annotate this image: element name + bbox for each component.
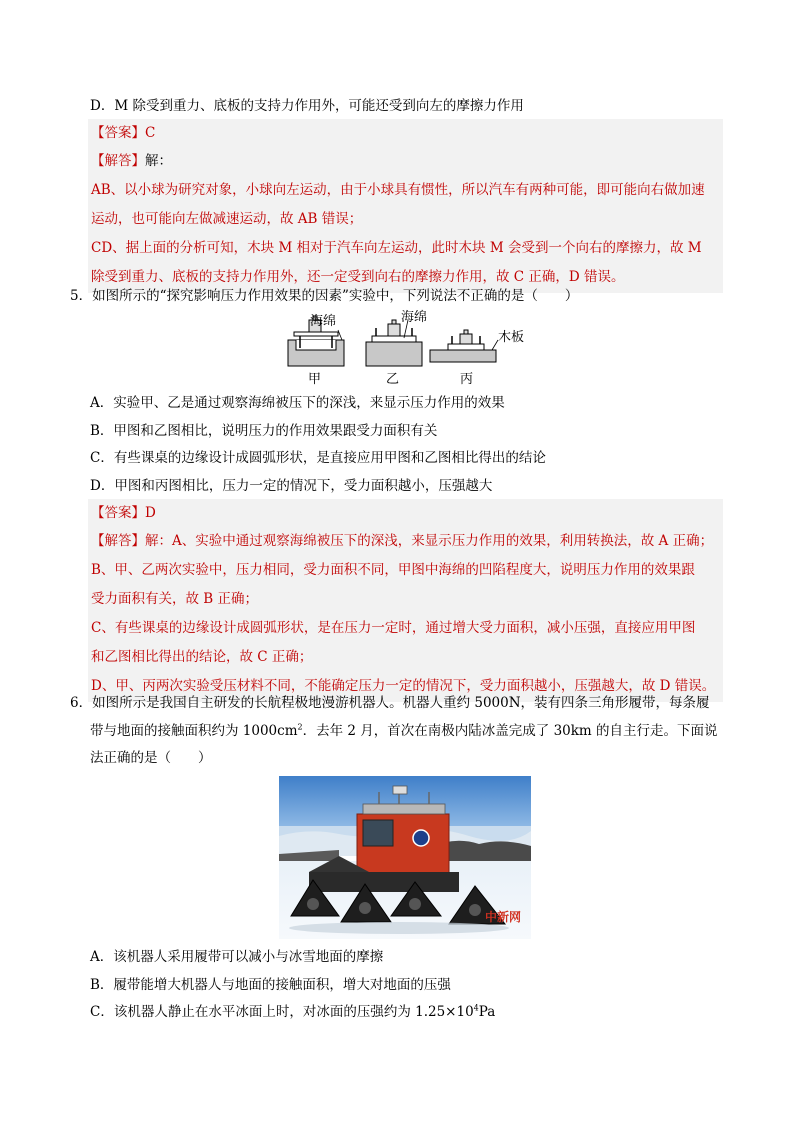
- q5-explain-first: 解：A、实验中通过观察海绵被压下的深浅，来显示压力作用的效果，利用转换法，故 A 正确；: [145, 533, 714, 549]
- label-sponge-1: 海绵: [310, 314, 337, 329]
- q5-stem: 5．如图所示的“探究影响压力作用效果的因素”实验中，下列说法不正确的是（ ）: [70, 288, 579, 304]
- q4-answer-block: [88, 119, 723, 293]
- q5-answer-row: [88, 499, 723, 528]
- label-board: 木板: [498, 330, 525, 345]
- label-sponge-2: 海绵: [401, 310, 428, 325]
- q5-option-d: D．甲图和丙图相比，压力一定的情况下，受力面积越小，压强越大: [90, 478, 493, 494]
- q4-explain-line: 运动，也可能向左做减速运动，故 AB 错误；: [91, 211, 363, 227]
- q5-explain-label: 【解答】: [91, 533, 145, 549]
- label-bing: 丙: [460, 372, 474, 387]
- q6-option-c-sup: 4: [473, 1003, 479, 1013]
- q6-stem-line2-a: 带与地面的接触面积约为 1000cm: [90, 723, 298, 739]
- q5-option-b: B．甲图和乙图相比，说明压力的作用效果跟受力面积有关: [90, 423, 438, 439]
- q6-stem-line1: 6．如图所示是我国自主研发的长航程极地漫游机器人。机器人重约 5000N，装有四条三角形履带，每条履: [70, 695, 710, 711]
- photo-watermark: 中新网: [484, 910, 521, 924]
- label-yi: 乙: [386, 372, 400, 387]
- q4-explain-line-row: [88, 177, 723, 206]
- q5-answer-value: D: [145, 505, 156, 521]
- q4-answer-label: 【答案】: [91, 125, 145, 141]
- q5-explain-row: [88, 528, 723, 557]
- q5-explain-line: B、甲、乙两次实验中，压力相同，受力面积不同，甲图中海绵的凹陷程度大，说明压力作用的效果跟: [91, 562, 695, 578]
- q6-option-b: B．履带能增大机器人与地面的接触面积，增大对地面的压强: [90, 977, 451, 993]
- q6-option-c-b: Pa: [478, 1004, 496, 1020]
- q5-explain-line-row: [88, 557, 723, 586]
- robot-photo: [279, 776, 531, 939]
- q4-explain-row: [88, 148, 723, 177]
- q4-explain-label: 【解答】: [91, 153, 145, 169]
- q4-explain-line: CD、据上面的分析可知，木块 M 相对于汽车向左运动，此时木块 M 会受到一个向右的摩擦力，故 M: [91, 240, 702, 256]
- label-jia: 甲: [308, 372, 322, 387]
- q6-stem-sup: 2: [297, 722, 303, 732]
- q4-answer-row: [88, 119, 723, 148]
- q6-stem-line3: 法正确的是（ ）: [90, 750, 212, 766]
- q5-explain-line-row: [88, 586, 723, 615]
- q4-explain-line: 除受到重力、底板的支持力作用外，还一定受到向右的摩擦力作用，故 C 正确，D 错误。: [91, 269, 625, 285]
- q5-explain-line: C、有些课桌的边缘设计成圆弧形状，是在压力一定时，通过增大受力面积，减小压强，直接应用甲图: [91, 620, 696, 636]
- q4-explain-line-row: [88, 206, 723, 235]
- q5-explain-line-row: [88, 615, 723, 644]
- q4-option-d: D．M 除受到重力、底板的支持力作用外，可能还受到向左的摩擦力作用: [90, 98, 524, 114]
- q5-option-a: A．实验甲、乙是通过观察海绵被压下的深浅，来显示压力作用的效果: [90, 395, 505, 411]
- q4-explain-line: AB、以小球为研究对象，小球向左运动，由于小球具有惯性，所以汽车有两种可能，即可能向右做加速: [91, 182, 705, 198]
- q6-stem-line2-b: ．去年 2 月，首次在南极内陆冰盖完成了 30km 的自主行走。下面说: [302, 723, 718, 739]
- q5-answer-block: [88, 499, 723, 702]
- q4-explain-intro: 解：: [145, 153, 172, 169]
- q5-explain-line-row: [88, 644, 723, 673]
- q4-explain-line-row: [88, 235, 723, 264]
- q5-explain-line: 受力面积有关，故 B 正确；: [91, 591, 259, 607]
- q5-explain-line: D、甲、丙两次实验受压材料不同，不能确定压力一定的情况下，受力面积越小，压强越大，故 D 错误。: [91, 678, 716, 694]
- figure-yi: [366, 320, 422, 366]
- q6-option-c-a: C．该机器人静止在水平冰面上时，对冰面的压强约为 1.25×10: [90, 1004, 474, 1020]
- q5-answer-label: 【答案】: [91, 505, 145, 521]
- q5-figure: [280, 308, 540, 386]
- q5-option-c: C．有些课桌的边缘设计成圆弧形状，是直接应用甲图和乙图相比得出的结论: [90, 450, 546, 466]
- q4-answer-value: C: [145, 125, 156, 141]
- q6-stem-line2: [90, 721, 718, 741]
- figure-bing: [430, 330, 498, 362]
- q6-option-c: [90, 1002, 495, 1022]
- q6-option-a: A．该机器人采用履带可以减小与冰雪地面的摩擦: [90, 949, 384, 965]
- q5-explain-line: 和乙图相比得出的结论，故 C 正确；: [91, 649, 313, 665]
